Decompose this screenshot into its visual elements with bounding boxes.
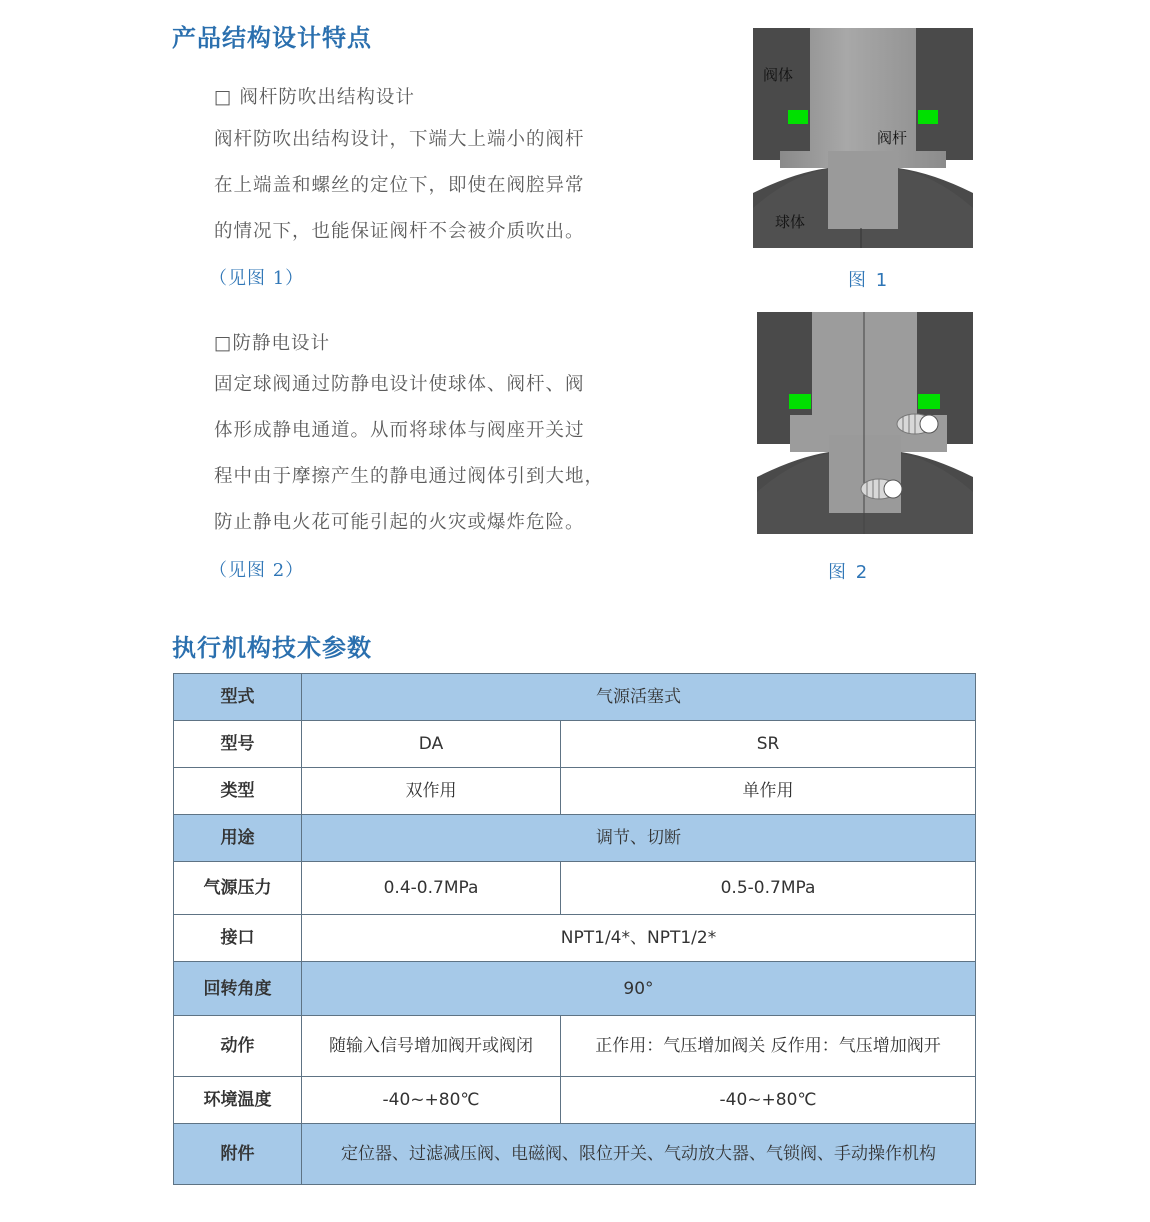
item1-line: 阀杆防吹出结构设计，下端大上端小的阀杆 [214, 129, 585, 150]
table-row [174, 1124, 976, 1185]
row-value: 定位器、过滤减压阀、电磁阀、限位开关、气动放大器、气锁阀、手动操作机构 [302, 1124, 976, 1185]
row-value: NPT1/4*、NPT1/2* [302, 915, 976, 962]
item2-line: 固定球阀通过防静电设计使球体、阀杆、阀 [214, 374, 585, 395]
spring-upper [897, 414, 938, 434]
actuator-spec-table [173, 673, 976, 1185]
table-row [174, 915, 976, 962]
row-label: 附件 [174, 1124, 302, 1185]
row-value: 双作用 [302, 768, 561, 815]
row-value: 0.5-0.7MPa [561, 862, 976, 915]
figure-1-caption: 图 1 [848, 270, 890, 291]
see-figure-2: （见图 2） [209, 560, 305, 581]
row-value: 气源活塞式 [302, 674, 976, 721]
row-label: 型号 [174, 721, 302, 768]
section-title-actuator: 执行机构技术参数 [172, 634, 372, 662]
row-value: -40~+80℃ [561, 1077, 976, 1124]
row-value: DA [302, 721, 561, 768]
section-title-structure: 产品结构设计特点 [172, 24, 372, 52]
label-stem: 阀杆 [877, 129, 908, 147]
figure-1-stem-blowout [753, 28, 973, 248]
row-value: 90° [302, 962, 976, 1016]
row-value: 随输入信号增加阀开或阀闭 [302, 1016, 561, 1077]
figure-2-caption: 图 2 [828, 562, 870, 583]
row-label: 类型 [174, 768, 302, 815]
seal-left [789, 394, 811, 409]
stem-lower [828, 151, 898, 229]
row-value: 0.4-0.7MPa [302, 862, 561, 915]
spring-lower [861, 479, 902, 499]
item2-heading: □防静电设计 [214, 333, 330, 354]
item1-line: 在上端盖和螺丝的定位下，即使在阀腔异常 [214, 175, 585, 196]
stem-lower [829, 435, 901, 513]
table-row [174, 768, 976, 815]
row-value: 单作用 [561, 768, 976, 815]
label-valve-body: 阀体 [763, 66, 794, 84]
seal-right [918, 110, 938, 124]
row-label: 回转角度 [174, 962, 302, 1016]
item1-heading: □ 阀杆防吹出结构设计 [214, 87, 415, 108]
item2-line: 体形成静电通道。从而将球体与阀座开关过 [214, 420, 585, 441]
label-ball: 球体 [775, 213, 806, 231]
row-label: 环境温度 [174, 1077, 302, 1124]
seal-right [918, 394, 940, 409]
row-value: SR [561, 721, 976, 768]
row-label: 气源压力 [174, 862, 302, 915]
row-value: -40~+80℃ [302, 1077, 561, 1124]
row-value: 调节、切断 [302, 815, 976, 862]
table-row [174, 1077, 976, 1124]
item1-line: 的情况下，也能保证阀杆不会被介质吹出。 [214, 221, 585, 242]
row-value: 正作用：气压增加阀关 反作用：气压增加阀开 [561, 1016, 976, 1077]
figure-2-antistatic [757, 312, 973, 534]
table-row [174, 862, 976, 915]
table-row [174, 674, 976, 721]
row-label: 动作 [174, 1016, 302, 1077]
table-row [174, 962, 976, 1016]
table-row [174, 1016, 976, 1077]
item1-body [214, 117, 585, 255]
row-label: 用途 [174, 815, 302, 862]
row-label: 接口 [174, 915, 302, 962]
table-row [174, 721, 976, 768]
item2-body [214, 362, 604, 546]
item2-line: 防止静电火花可能引起的火灾或爆炸危险。 [214, 512, 585, 533]
item2-line: 程中由于摩擦产生的静电通过阀体引到大地， [214, 466, 605, 487]
row-label: 型式 [174, 674, 302, 721]
seal-left [788, 110, 808, 124]
see-figure-1: （见图 1） [209, 268, 305, 289]
table-row [174, 815, 976, 862]
